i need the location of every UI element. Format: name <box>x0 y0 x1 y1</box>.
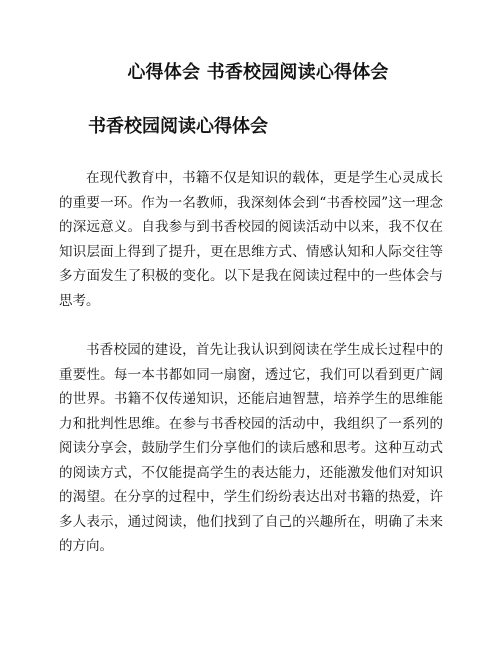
section-heading: 书香校园阅读心得体会 <box>88 116 268 137</box>
body-paragraph-2: 书香校园的建设，首先让我认识到阅读在学生成长过程中的重要性。每一本书都如同一扇窗，透过它，我们可以看到更广阔的世界。书籍不仅传递知识，还能启迪智慧，培养学生的思维能力和批判性思维。在参与书香校园的活动中，我组织了一系列的阅读分享会，鼓励学生们分享他们的读后感和思考。这种互动式的阅读方式，不仅能提高学生的表达能力，还能激发他们对知识的渴望。在分享的过程中，学生们纷纷表达出对书籍的热爱，许多人表示，通过阅读，他们找到了自己的兴趣所在，明确了未来的方向。 <box>59 342 443 554</box>
document-title: 心得体会 书香校园阅读心得体会 <box>127 62 389 83</box>
body-paragraph-1: 在现代教育中，书籍不仅是知识的载体，更是学生心灵成长的重要一环。作为一名教师，我深刻体会到“书香校园”这一理念的深远意义。自我参与到书香校园的阅读活动中以来，我不仅在知识层面上得到了提升，更在思维方式、情感认知和人际交往等多方面发生了积极的变化。以下是我在阅读过程中的一些体会与思考。 <box>59 170 443 309</box>
